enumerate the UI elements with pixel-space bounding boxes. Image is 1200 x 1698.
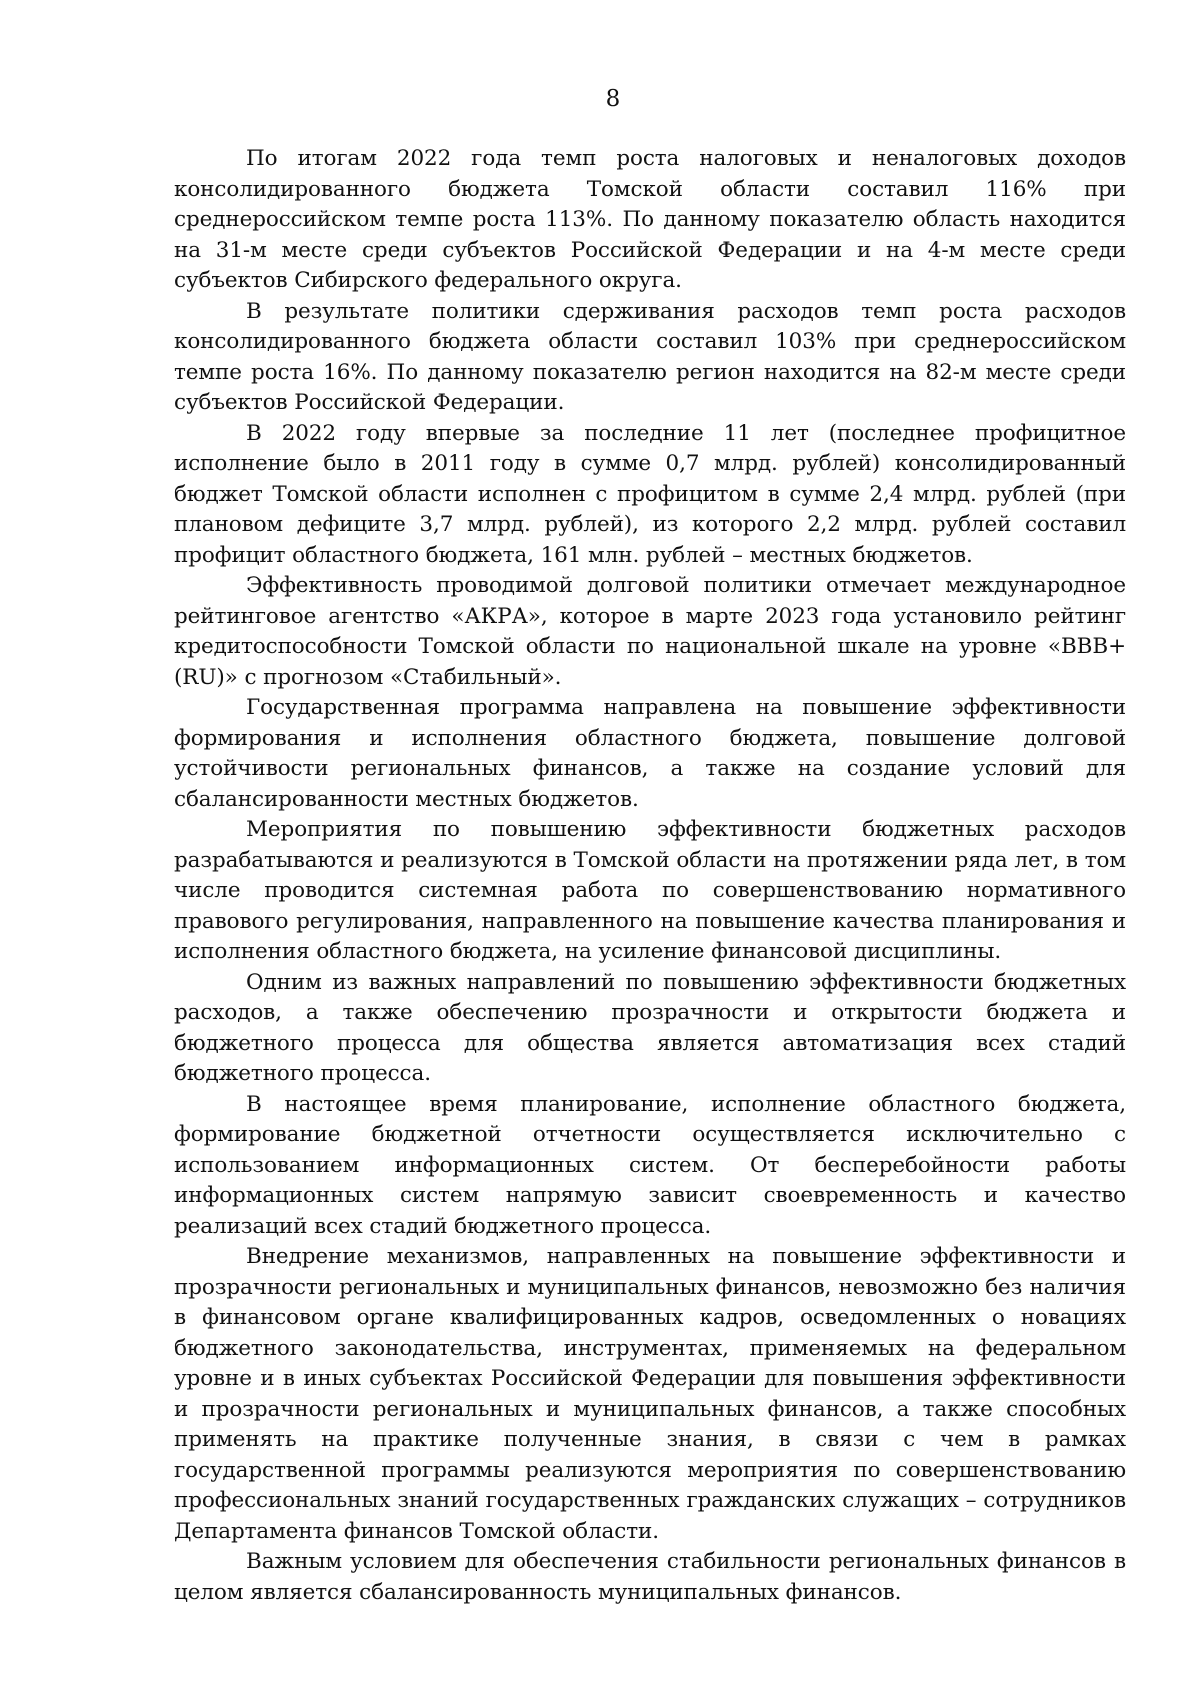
- document-body: [174, 144, 1126, 1608]
- paragraph-program-goals: Государственная программа направлена на повышение эффективности формирования и исполнения областного бюджета, повышение долговой устойчивости региональных финансов, а также на создание условий для сбалансированности местных бюджетов.: [174, 695, 1126, 812]
- paragraph-staff-qualification: Внедрение механизмов, направленных на повышение эффективности и прозрачности региональных и муниципальных финансов, невозможно без наличия в финансовом органе квалифицированных кадров, осведомленных о новациях бюджетного законодательства, инструментах, применяемых на федеральном уровне и в иных субъектах Российской Федерации для повышения эффективности и прозрачности региональных и муниципальных финансов, а также способных применять на практике полученные знания, в связи с чем в рамках государственной программы реализуются мероприятия по совершенствованию профессиональных знаний государственных гражданских служащих – сотрудников Департамента финансов Томской области.: [174, 1244, 1126, 1544]
- paragraph-automation: Одним из важных направлений по повышению эффективности бюджетных расходов, а также обеспечению прозрачности и открытости бюджета и бюджетного процесса для общества является автоматизация всех стадий бюджетного процесса.: [174, 969, 1126, 1086]
- page-number: 8: [605, 86, 621, 112]
- paragraph-municipal-balance: Важным условием для обеспечения стабильности региональных финансов в целом является сбалансированность муниципальных финансов.: [174, 1549, 1126, 1605]
- paragraph-budget-surplus: В 2022 году впервые за последние 11 лет (последнее профицитное исполнение было в 2011 году в сумме 0,7 млрд. рублей) консолидированный бюджет Томской области исполнен с профицитом в сумме 2,4 млрд. рублей (при плановом дефиците 3,7 млрд. рублей), из которого 2,2 млрд. рублей составил профицит областного бюджета, 161 млн. рублей – местных бюджетов.: [174, 420, 1126, 568]
- paragraph-expense-growth: В результате политики сдерживания расходов темп роста расходов консолидированного бюджета области составил 103% при среднероссийском темпе роста 16%. По данному показателю регион находится на 82-м месте среди субъектов Российской Федерации.: [174, 298, 1126, 415]
- paragraph-credit-rating: Эффективность проводимой долговой политики отмечает международное рейтинговое агентство «АКРА», которое в марте 2023 года установило рейтинг кредитоспособности Томской области по национальной шкале на уровне «BBB+(RU)» с прогнозом «Стабильный».: [174, 573, 1126, 690]
- paragraph-information-systems: В настоящее время планирование, исполнение областного бюджета, формирование бюджетной отчетности осуществляется исключительно с использованием информационных систем. От бесперебойности работы информационных систем напрямую зависит своевременность и качество реализаций всех стадий бюджетного процесса.: [174, 1091, 1126, 1239]
- paragraph-efficiency-measures: Мероприятия по повышению эффективности бюджетных расходов разрабатываются и реализуются в Томской области на протяжении ряда лет, в том числе проводится системная работа по совершенствованию нормативного правового регулирования, направленного на повышение качества планирования и исполнения областного бюджета, на усиление финансовой дисциплины.: [174, 817, 1126, 964]
- paragraph-tax-revenue-growth: По итогам 2022 года темп роста налоговых и неналоговых доходов консолидированного бюджета Томской области составил 116% при среднероссийском темпе роста 113%. По данному показателю область находится на 31-м месте среди субъектов Российской Федерации и на 4-м месте среди субъектов Сибирского федерального округа.: [174, 146, 1126, 293]
